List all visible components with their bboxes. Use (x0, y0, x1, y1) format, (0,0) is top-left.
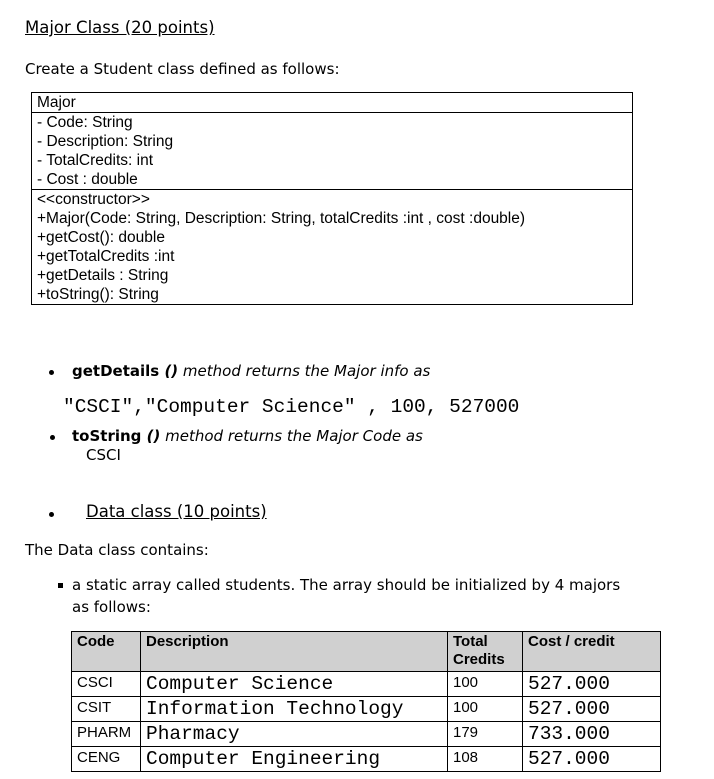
majors-table (71, 631, 661, 772)
cell-cost: 527.000 (523, 697, 661, 722)
uml-class-diagram (31, 92, 633, 305)
cell-credits: 100 (448, 697, 523, 722)
header-total-credits: Total Credits (448, 632, 523, 672)
method-description: method returns the Major info as (178, 362, 431, 380)
header-cost: Cost / credit (523, 632, 661, 672)
header-code: Code (72, 632, 141, 672)
method-description: method returns the Major Code as (160, 427, 423, 445)
uml-method: +getTotalCredits :int (37, 248, 175, 265)
method-name: getDetails (72, 362, 165, 380)
table-row (72, 722, 661, 747)
uml-attribute: - Description: String (37, 133, 174, 150)
uml-attribute: - TotalCredits: int (37, 152, 154, 169)
section-heading-data: Data class (10 points) (86, 502, 267, 521)
table-row (72, 697, 661, 722)
getdetails-example: "CSCI","Computer Science" , 100, 527000 (63, 396, 520, 418)
cell-cost: 527.000 (523, 747, 661, 772)
section-heading-major: Major Class (20 points) (25, 18, 215, 37)
uml-methods (32, 189, 632, 304)
method-name: toString (72, 427, 147, 445)
table-row (72, 747, 661, 772)
data-bullet-line1: a static array called students. The array should be initialized by 4 majors (72, 576, 621, 594)
uml-class-name: Major (37, 94, 76, 111)
cell-code: PHARM (72, 722, 141, 747)
tostring-example: CSCI (86, 446, 121, 464)
method-parens: () (164, 362, 179, 380)
uml-attribute: - Cost : double (37, 171, 138, 188)
table-row (72, 672, 661, 697)
bullet-tostring (72, 427, 423, 445)
bullet-square (58, 583, 63, 588)
cell-description: Information Technology (141, 697, 448, 722)
cell-code: CENG (72, 747, 141, 772)
data-intro-text: The Data class contains: (25, 541, 209, 559)
bullet-getdetails (72, 362, 430, 380)
bullet-dot (50, 435, 55, 440)
cell-code: CSCI (72, 672, 141, 697)
uml-method: +Major(Code: String, Description: String, totalCredits :int , cost :double) (37, 210, 526, 227)
cell-description: Pharmacy (141, 722, 448, 747)
uml-method: +getDetails : String (37, 267, 169, 284)
header-description: Description (141, 632, 448, 672)
uml-attributes (32, 112, 632, 189)
table-header-row (72, 632, 661, 672)
cell-description: Computer Science (141, 672, 448, 697)
uml-method: <<constructor>> (37, 191, 150, 208)
data-bullet-line2: as follows: (72, 598, 151, 616)
bullet-dot (49, 370, 54, 375)
uml-method: +getCost(): double (37, 229, 165, 246)
method-parens: () (146, 427, 161, 445)
cell-code: CSIT (72, 697, 141, 722)
cell-cost: 527.000 (523, 672, 661, 697)
cell-description: Computer Engineering (141, 747, 448, 772)
uml-attribute: - Code: String (37, 114, 133, 131)
cell-credits: 100 (448, 672, 523, 697)
cell-cost: 733.000 (523, 722, 661, 747)
uml-method: +toString(): String (37, 286, 159, 303)
bullet-dot (49, 512, 54, 517)
cell-credits: 179 (448, 722, 523, 747)
cell-credits: 108 (448, 747, 523, 772)
intro-text: Create a Student class defined as follows: (25, 60, 340, 78)
